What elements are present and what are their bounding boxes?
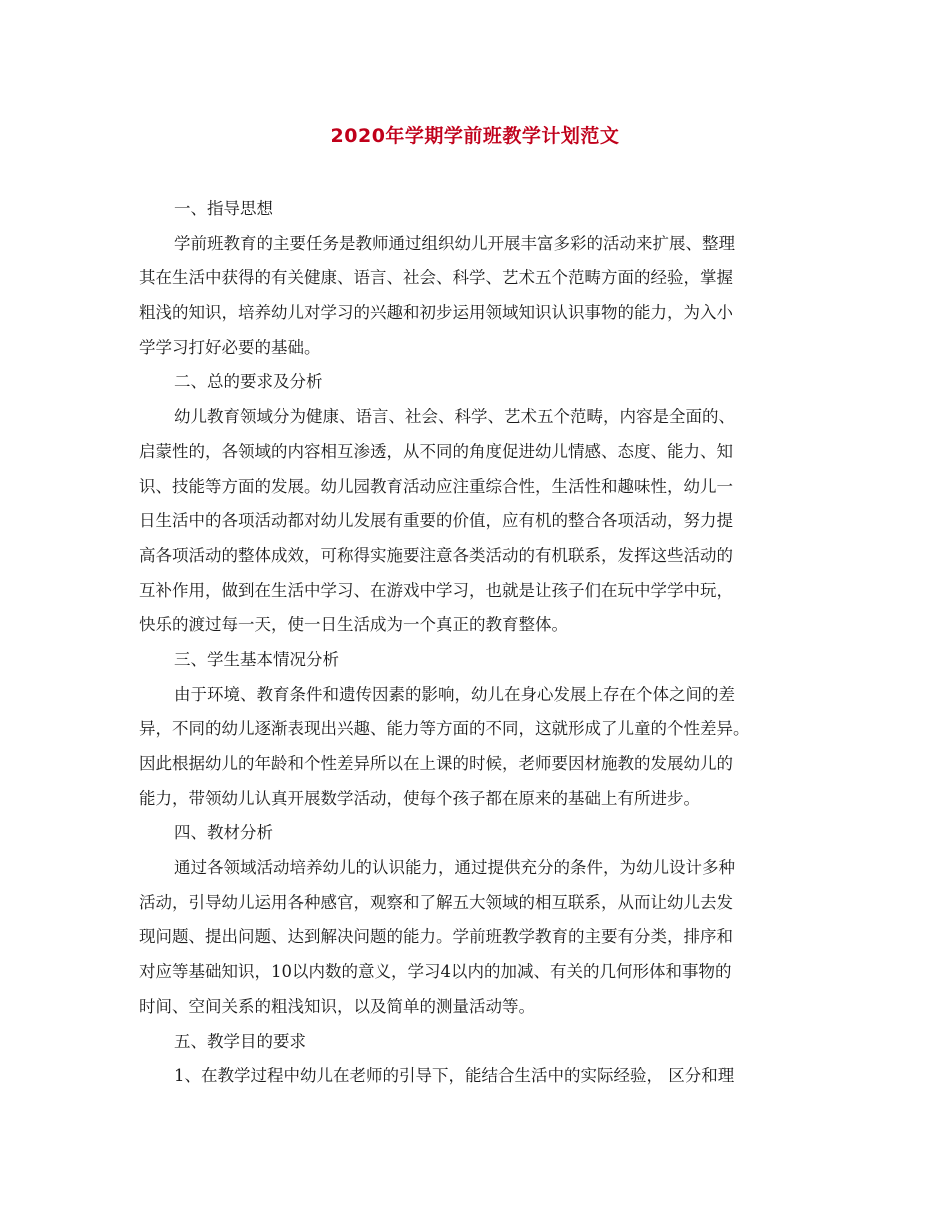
paragraph-line: 其在生活中获得的有关健康、语言、社会、科学、艺术五个范畴方面的经验，掌握 [139,268,733,288]
paragraph-line: 时间、空间关系的粗浅知识，以及简单的测量活动等。 [139,996,535,1016]
paragraph-line: 高各项活动的整体成效，可称得实施要注意各类活动的有机联系，发挥这些活动的 [139,545,733,565]
section-heading: 四、教材分析 [174,823,273,843]
paragraph-line: 启蒙性的，各领域的内容相互渗透，从不同的角度促进幼儿情感、态度、能力、知 [139,441,733,461]
paragraph-line: 现问题、提出问题、达到解决问题的能力。学前班教学教育的主要有分类，排序和 [139,927,733,947]
paragraph-line: 因此根据幼儿的年龄和个性差异所以在上课的时候，老师要因材施教的发展幼儿的 [139,754,733,773]
paragraph-line: 通过各领域活动培养幼儿的认识能力，通过提供充分的条件，为幼儿设计多种 [174,858,735,878]
paragraph-line: 由于环境、教育条件和遗传因素的影响，幼儿在身心发展上存在个体之间的差 [174,684,735,704]
section-heading: 二、总的要求及分析 [174,372,323,392]
document-body [139,192,819,1094]
paragraph-line: 幼儿教育领域分为健康、语言、社会、科学、艺术五个范畴，内容是全面的、 [174,407,735,427]
paragraph-line: 粗浅的知识，培养幼儿对学习的兴趣和初步运用领域知识认识事物的能力，为入小 [139,303,733,323]
section-heading: 三、学生基本情况分析 [174,649,339,669]
document-title: 2020年学期学前班教学计划范文 [330,125,620,147]
section-heading: 一、指导思想 [174,199,273,218]
paragraph-line: 互补作用，做到在生活中学习、在游戏中学习，也就是让孩子们在玩中学学中玩， [139,580,733,600]
paragraph-line: 学学习打好必要的基础。 [139,337,321,357]
paragraph-line: 1、在教学过程中幼儿在老师的引导下，能结合生活中的实际经验， 区分和理 [174,1066,735,1086]
section-heading: 五、教学目的要求 [174,1031,306,1051]
paragraph-line: 活动，引导幼儿运用各种感官，观察和了解五大领域的相互联系，从而让幼儿去发 [139,892,733,912]
paragraph-line: 异，不同的幼儿逐渐表现出兴趣、能力等方面的不同，这就形成了儿童的个性差异。 [139,719,750,739]
paragraph-line: 能力，带领幼儿认真开展数学活动，使每个孩子都在原来的基础上有所进步。 [139,788,700,808]
paragraph-line: 快乐的渡过每一天，使一日生活成为一个真正的教育整体。 [139,615,568,635]
paragraph-line: 对应等基础知识，10以内数的意义，学习4以内的加减、有关的几何形体和事物的 [139,962,732,982]
paragraph-line: 日生活中的各项活动都对幼儿发展有重要的价值，应有机的整合各项活动，努力提 [139,511,733,531]
paragraph-line: 学前班教育的主要任务是教师通过组织幼儿开展丰富多彩的活动来扩展、整理 [174,233,735,253]
paragraph-line: 识、技能等方面的发展。幼儿园教育活动应注重综合性，生活性和趣味性，幼儿一 [139,476,733,496]
